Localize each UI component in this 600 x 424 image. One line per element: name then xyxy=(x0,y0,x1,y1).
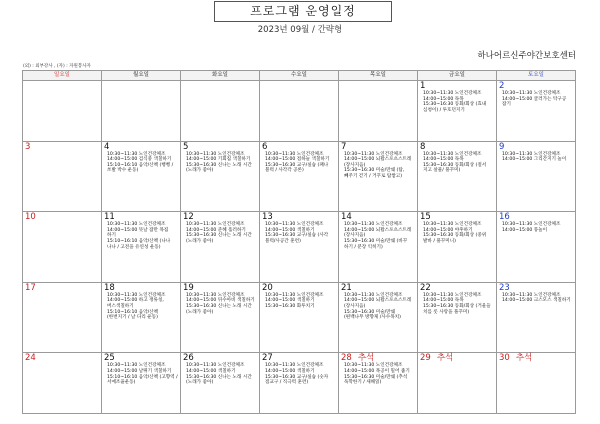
schedule-item: 15:30~16:30 신나는 노래 시간 (노래가 좋아) xyxy=(186,374,252,386)
weekday-tuesday: 화요일 xyxy=(181,71,260,81)
schedule-item: 10:30~11:30 노인건강체조 xyxy=(344,363,403,369)
day-number: 23 xyxy=(499,282,510,293)
day-cell xyxy=(497,81,576,142)
holiday-label: 추석 xyxy=(357,353,375,364)
day-cell xyxy=(102,141,181,212)
legend-note: (외) : 외부강사 , (자) : 자원봉사자 xyxy=(23,64,91,69)
schedule-item: 14:00~15:00 색칠하기 xyxy=(265,227,315,233)
day-number: 26 xyxy=(183,353,194,364)
schedule-item: 14:00~15:00 뇌활스포츠스트레(장사지음) xyxy=(344,157,412,168)
day-number: 27 xyxy=(262,353,273,364)
day-cell xyxy=(497,212,576,283)
day-cell xyxy=(418,282,497,353)
schedule-item: 10:30~11:30 노인건강체조 xyxy=(423,91,482,96)
schedule-item: 14:00~15:00 색칠하기 xyxy=(186,369,236,375)
page-subtitle: 2023년 09월 / 간략형 xyxy=(257,25,343,35)
schedule-item: 14:00~15:00 풍놀이 xyxy=(502,227,548,233)
weekday-thursday: 목요일 xyxy=(339,71,418,81)
schedule-item: 15:10~16:10 음악/산책 (고향역 / 서예조율운동) xyxy=(107,374,178,386)
week-row xyxy=(23,212,576,283)
schedule-item: 14:00~15:00 뜻날 잡만 목집 하기 xyxy=(107,227,169,239)
day-number: 11 xyxy=(104,212,115,223)
schedule-item: 15:30~16:30 동화/회상 (중위 발바 / 풀꾸미니) xyxy=(423,233,487,244)
day-number: 29 xyxy=(420,353,431,364)
day-number: 1 xyxy=(420,81,426,91)
schedule-item: 15:30~16:30 동화/회상 (효내 심청이) / 투호던지기 xyxy=(423,102,487,113)
schedule-item: 10:30~11:30 노인건강체조 xyxy=(107,292,166,298)
schedule-item: 15:10~16:10 음악/산책 (한번지기 / 날 다리 운동) xyxy=(107,309,159,321)
day-cell xyxy=(418,212,497,283)
schedule-item: 10:30~11:30 노인건강체조 xyxy=(502,151,561,157)
day-cell xyxy=(181,353,260,414)
weekday-wednesday: 수요일 xyxy=(260,71,339,81)
schedule-item: 15:30~16:30 화투치기 xyxy=(265,304,315,309)
schedule-item: 14:00~15:00 날뛰기 색칠하기 xyxy=(107,369,172,375)
schedule-item: 10:30~11:30 노인건강체조 xyxy=(265,292,324,298)
day-cell xyxy=(339,81,418,142)
day-number: 12 xyxy=(183,212,194,223)
schedule-item: 15:30~16:30 신나는 노래 시간 (노래가 좋아) xyxy=(186,304,252,315)
schedule-item: 10:30~11:30 노인건강체조 xyxy=(423,151,482,157)
schedule-item: 15:30~16:30 동화/회상 (절서 지고 살물/ 풀꾸미) xyxy=(423,162,487,174)
day-number: 14 xyxy=(341,212,352,223)
schedule-item: 10:30~11:30 노인건강체조 xyxy=(423,292,482,298)
weekday-monday: 월요일 xyxy=(102,71,181,81)
day-number: 2 xyxy=(499,81,505,91)
day-cell xyxy=(181,81,260,142)
day-number: 21 xyxy=(341,282,352,293)
day-cell xyxy=(339,282,418,353)
day-cell xyxy=(23,141,102,212)
schedule-item: 15:30~16:30 미술/만쉐 (탑, 빼주기 걷기 / 거꾸로 탑쌓고) xyxy=(344,168,405,179)
schedule-item: 14:00~15:00 점하늘 색칠하기 xyxy=(265,157,330,163)
schedule-item: 15:30~16:30 교구/실습 (패나 블럭 / 사각각 공론) xyxy=(265,162,329,174)
day-number: 10 xyxy=(25,212,36,223)
schedule-item: 10:30~11:30 노인건강체조 xyxy=(502,292,561,298)
day-number: 3 xyxy=(25,141,31,152)
week-row xyxy=(23,282,576,353)
schedule-item: 10:30~11:30 노인건강체조 xyxy=(265,222,324,228)
day-number: 5 xyxy=(183,141,189,152)
day-number: 17 xyxy=(25,282,36,293)
day-cell xyxy=(102,353,181,414)
day-cell xyxy=(102,81,181,142)
day-cell xyxy=(418,141,497,212)
schedule-item: 15:10~16:10 음악/산책 (뻥뻥 / 쏘발 박수 운동) xyxy=(107,162,174,174)
calendar-body xyxy=(23,81,576,414)
day-number: 6 xyxy=(262,141,268,152)
schedule-item: 15:30~16:30 미술/만쉐 (바꾸 하기 / 분장 익히기) xyxy=(344,238,408,250)
schedule-item: 15:30~16:30 신나는 노래 시간 (노래가 좋아) xyxy=(186,162,252,174)
schedule-item: 15:30~16:30 미술/만쉐 (추석 독학한기 / 새해읽) xyxy=(344,374,408,386)
day-cell xyxy=(497,141,576,212)
day-cell xyxy=(339,212,418,283)
day-cell xyxy=(339,353,418,414)
schedule-item: 14:00~15:00 뇌활스포츠스트레(장사지음) xyxy=(344,298,412,309)
schedule-item: 10:30~11:30 노인건강체조 xyxy=(107,363,166,369)
schedule-item: 10:30~11:30 노인건강체조 xyxy=(344,151,403,157)
day-number: 4 xyxy=(104,141,110,152)
schedule-item: 10:30~11:30 노인건강체조 xyxy=(107,222,166,228)
day-cell xyxy=(339,141,418,212)
day-cell xyxy=(23,212,102,283)
day-cell xyxy=(23,282,102,353)
schedule-item: 10:30~11:30 노인건강체조 xyxy=(186,222,245,228)
schedule-item: 14:00~15:00 준혜 흘러하기 xyxy=(186,227,246,233)
day-number: 22 xyxy=(420,282,431,293)
schedule-item: 14:00~15:00 독목 xyxy=(423,298,464,304)
holiday-label: 추석 xyxy=(515,353,533,364)
schedule-item: 15:30~16:30 교구/실습 (사각 블럭/사공간 훈련) xyxy=(265,233,329,244)
calendar-table xyxy=(22,70,576,414)
schedule-item: 14:00~15:00 목공이 밀어 줍기 xyxy=(344,369,410,375)
day-number: 8 xyxy=(420,141,426,152)
day-cell xyxy=(418,353,497,414)
day-number: 16 xyxy=(499,212,510,223)
day-number: 28 xyxy=(341,353,352,364)
week-row xyxy=(23,141,576,212)
day-number: 15 xyxy=(420,212,431,223)
schedule-item: 10:30~11:30 노인건강체조 xyxy=(186,151,245,157)
schedule-item: 14:00~15:00 독목 xyxy=(423,157,464,163)
schedule-item: 10:30~11:30 노인건강체조 xyxy=(344,222,403,228)
day-cell xyxy=(181,141,260,212)
day-number: 13 xyxy=(262,212,273,223)
day-header xyxy=(418,353,496,363)
schedule-item: 14:00~15:00 뒤수아비 색칠하기 xyxy=(186,298,255,304)
day-cell xyxy=(23,81,102,142)
day-cell xyxy=(23,353,102,414)
schedule-item: 14:00~15:00 색칠하기 xyxy=(265,298,315,304)
day-header xyxy=(339,353,417,363)
schedule-item: 14:00~15:00 하고 정류칭, 버스색칠하기 xyxy=(107,298,164,309)
day-cell xyxy=(260,141,339,212)
organization-name: 하나어르신주야간보호센터 xyxy=(477,51,576,61)
day-cell xyxy=(102,212,181,283)
day-cell xyxy=(260,81,339,142)
page-title: 프로그램 운영일정 xyxy=(214,1,392,22)
day-number: 7 xyxy=(341,141,347,152)
schedule-item: 15:30~16:30 교구/실습 (숫자 점교구 / 직극력 훈련) xyxy=(265,374,329,386)
schedule-item: 14:00~15:00 뇌활스포츠스트레(장사지음) xyxy=(344,227,412,239)
schedule-item: 10:30~11:30 노인건강체조 xyxy=(344,292,403,298)
day-cell xyxy=(181,212,260,283)
schedule-item: 10:30~11:30 노인건강체조 xyxy=(265,363,324,369)
schedule-item: 14:00~15:00 독목 xyxy=(423,96,464,102)
schedule-item: 14:00~15:00 크스모스 색칠하기 xyxy=(502,298,571,304)
schedule-item: 10:30~11:30 노인건강체조 xyxy=(186,363,245,369)
holiday-label: 추석 xyxy=(436,353,454,364)
schedule-item: 10:30~11:30 노인건강체조 xyxy=(265,151,324,157)
schedule-item: 10:30~11:30 노인건강체조 xyxy=(107,151,166,157)
day-number: 24 xyxy=(25,353,36,364)
schedule-item: 10:30~11:30 노인건강체조 xyxy=(502,222,561,228)
schedule-item: 10:30~11:30 노인건강체조 xyxy=(186,292,245,298)
schedule-item: 14:00~15:00 굴러가는 탁구공 잡기 xyxy=(502,96,567,108)
weekday-saturday: 토요일 xyxy=(497,71,576,81)
day-number: 9 xyxy=(499,141,505,152)
schedule-item: 14:00~15:00 검식중 색칠하기 xyxy=(107,157,172,163)
weekday-header-row xyxy=(23,71,576,81)
day-cell xyxy=(260,212,339,283)
day-cell xyxy=(260,353,339,414)
day-number: 19 xyxy=(183,282,194,293)
schedule-item: 15:30~16:30 신나는 노래 시간 (노래가 좋아) xyxy=(186,233,252,244)
schedule-item: 10:30~11:30 노인건강체조 xyxy=(423,222,482,228)
day-cell xyxy=(497,282,576,353)
schedule-item: 15:10~16:10 음악/산책 (나나 나나 / 고전을 유연성 운동) xyxy=(107,238,171,250)
day-number: 25 xyxy=(104,353,115,364)
day-cell xyxy=(260,282,339,353)
schedule-item: 15:30~16:30 미술/만쉐 (편백나무 방향제 /사수목치) xyxy=(344,309,401,321)
day-header xyxy=(497,353,575,363)
day-cell xyxy=(102,282,181,353)
schedule-item: 15:30~16:30 동화/회상 (거울들 치를 롯 사랑을 풀꾸미) xyxy=(423,304,491,315)
weekday-sunday: 일요일 xyxy=(23,71,102,81)
day-number: 30 xyxy=(499,353,510,364)
schedule-item: 14:00~15:00 그리간지기 놀이 xyxy=(502,157,567,163)
schedule-item: 14:00~15:00 색칠하기 xyxy=(265,369,315,375)
schedule-item: 10:30~11:30 노인건강체조 xyxy=(502,91,561,96)
day-cell xyxy=(418,81,497,142)
day-number: 20 xyxy=(262,282,273,293)
week-row xyxy=(23,353,576,414)
week-row xyxy=(23,81,576,142)
day-number: 18 xyxy=(104,282,115,293)
schedule-item: 14:00~15:00 기회집 색칠하기 xyxy=(186,157,251,163)
schedule-item: 14:00~15:00 야후하기 xyxy=(423,227,473,233)
day-cell xyxy=(497,353,576,414)
day-cell xyxy=(181,282,260,353)
weekday-friday: 금요일 xyxy=(418,71,497,81)
